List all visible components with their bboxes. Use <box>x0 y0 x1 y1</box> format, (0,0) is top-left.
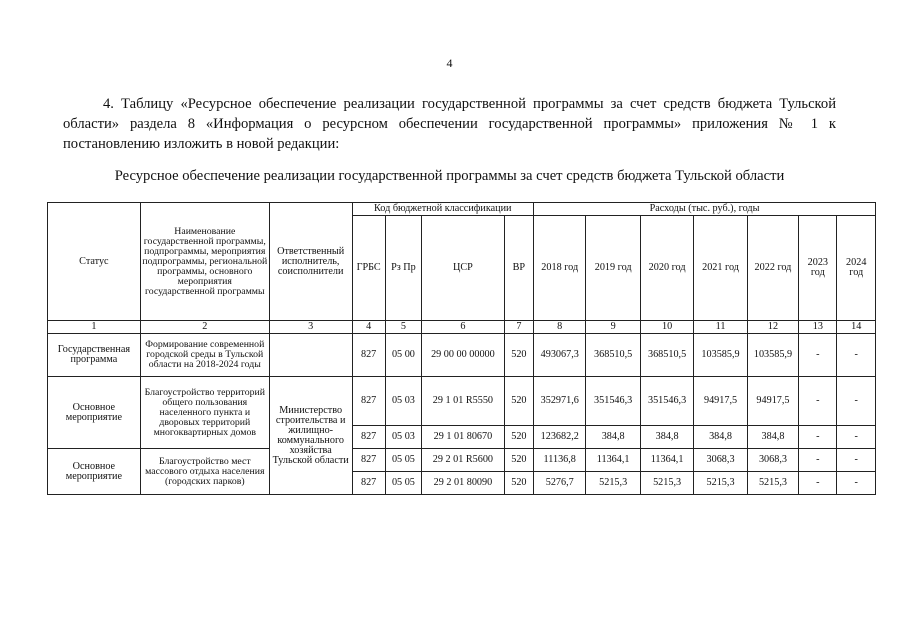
value-cell: 368510,5 <box>586 334 640 377</box>
status-cell: Основное мероприятие <box>48 377 141 449</box>
value-cell: 493067,3 <box>534 334 586 377</box>
column-number: 13 <box>799 321 837 334</box>
value-cell: 351546,3 <box>586 377 640 426</box>
column-number: 3 <box>269 321 352 334</box>
rzpr-cell: 05 00 <box>385 334 421 377</box>
header-vr: ВР <box>504 216 533 321</box>
vr-cell: 520 <box>504 377 533 426</box>
value-cell: 5215,3 <box>640 472 693 495</box>
rzpr-cell: 05 05 <box>385 449 421 472</box>
value-cell: 384,8 <box>586 426 640 449</box>
csr-cell: 29 2 01 80090 <box>422 472 505 495</box>
vr-cell: 520 <box>504 334 533 377</box>
header-year: 2021 год <box>694 216 747 321</box>
value-cell: - <box>799 426 837 449</box>
name-cell: Формирование современной городской среды в Тульской области на 2018-2024 годы <box>140 334 269 377</box>
value-cell: 94917,5 <box>747 377 798 426</box>
value-cell: 94917,5 <box>694 377 747 426</box>
csr-cell: 29 00 00 00000 <box>422 334 505 377</box>
column-number: 6 <box>422 321 505 334</box>
column-number: 12 <box>747 321 798 334</box>
column-number: 5 <box>385 321 421 334</box>
value-cell: - <box>837 377 876 426</box>
value-cell: 11364,1 <box>640 449 693 472</box>
header-grbs: ГРБС <box>352 216 385 321</box>
column-number: 2 <box>140 321 269 334</box>
grbs-cell: 827 <box>352 377 385 426</box>
vr-cell: 520 <box>504 449 533 472</box>
rzpr-cell: 05 03 <box>385 377 421 426</box>
status-cell: Государственная программа <box>48 334 141 377</box>
header-name: Наименование государственной программы, подпрограммы, мероприятия подпрограммы, региональной программы, основного мероприятия государственной программы <box>140 203 269 321</box>
executor-cell: Министерство строительства и жилищно-коммунального хозяйства Тульской области <box>269 377 352 495</box>
name-cell: Благоустройство территорий общего пользования населенного пункта и дворовых территорий многоквартирных домов <box>140 377 269 449</box>
table-row <box>48 449 876 472</box>
status-cell: Основное мероприятие <box>48 449 141 495</box>
value-cell: 5215,3 <box>586 472 640 495</box>
header-executor: Ответственный исполнитель, соисполнители <box>269 203 352 321</box>
csr-cell: 29 2 01 R5600 <box>422 449 505 472</box>
column-number: 9 <box>586 321 640 334</box>
csr-cell: 29 1 01 80670 <box>422 426 505 449</box>
rzpr-cell: 05 03 <box>385 426 421 449</box>
value-cell: 3068,3 <box>747 449 798 472</box>
grbs-cell: 827 <box>352 426 385 449</box>
instruction-paragraph <box>63 94 836 154</box>
value-cell: - <box>837 334 876 377</box>
column-number: 11 <box>694 321 747 334</box>
vr-cell: 520 <box>504 472 533 495</box>
value-cell: 384,8 <box>640 426 693 449</box>
csr-cell: 29 1 01 R5550 <box>422 377 505 426</box>
value-cell: - <box>799 377 837 426</box>
table-row <box>48 334 876 377</box>
header-year: 2022 год <box>747 216 798 321</box>
value-cell: 11364,1 <box>586 449 640 472</box>
column-number: 7 <box>504 321 533 334</box>
header-budget-code: Код бюджетной классификации <box>352 203 534 216</box>
value-cell: 384,8 <box>747 426 798 449</box>
header-rzpr: Рз Пр <box>385 216 421 321</box>
header-year: 2019 год <box>586 216 640 321</box>
column-number: 8 <box>534 321 586 334</box>
value-cell: - <box>837 449 876 472</box>
column-number: 1 <box>48 321 141 334</box>
value-cell: - <box>837 472 876 495</box>
header-csr: ЦСР <box>422 216 505 321</box>
name-cell: Благоустройство мест массового отдыха населения (городских парков) <box>140 449 269 495</box>
value-cell: 103585,9 <box>694 334 747 377</box>
table-row <box>48 377 876 426</box>
header-year: 2020 год <box>640 216 693 321</box>
value-cell: 3068,3 <box>694 449 747 472</box>
header-expenses: Расходы (тыс. руб.), годы <box>534 203 876 216</box>
value-cell: 103585,9 <box>747 334 798 377</box>
value-cell: 351546,3 <box>640 377 693 426</box>
header-year: 2018 год <box>534 216 586 321</box>
header-status: Статус <box>48 203 141 321</box>
value-cell: 123682,2 <box>534 426 586 449</box>
value-cell: 352971,6 <box>534 377 586 426</box>
vr-cell: 520 <box>504 426 533 449</box>
value-cell: 368510,5 <box>640 334 693 377</box>
value-cell: - <box>799 449 837 472</box>
grbs-cell: 827 <box>352 449 385 472</box>
grbs-cell: 827 <box>352 334 385 377</box>
value-cell: - <box>799 472 837 495</box>
value-cell: - <box>837 426 876 449</box>
executor-cell-empty <box>269 334 352 377</box>
instruction-text: 4. Таблицу «Ресурсное обеспечение реализации государственной программы за счет средств бюджета Тульской области» раздела 8 «Информация о ресурсном обеспечении государственной программы» приложения № 1 к постановлению изложить в новой редакции: <box>63 96 836 152</box>
table-title: Ресурсное обеспечение реализации государственной программы за счет средств бюджета Тульской области <box>114 168 785 184</box>
value-cell: 5215,3 <box>694 472 747 495</box>
header-year: 2024 год <box>837 216 876 321</box>
page-number: 4 <box>446 56 453 70</box>
header-year: 2023 год <box>799 216 837 321</box>
column-number: 10 <box>640 321 693 334</box>
grbs-cell: 827 <box>352 472 385 495</box>
value-cell: 384,8 <box>694 426 747 449</box>
column-number: 14 <box>837 321 876 334</box>
value-cell: 5215,3 <box>747 472 798 495</box>
value-cell: - <box>799 334 837 377</box>
resource-table <box>47 202 876 495</box>
column-number: 4 <box>352 321 385 334</box>
column-number-row <box>48 321 876 334</box>
value-cell: 5276,7 <box>534 472 586 495</box>
value-cell: 11136,8 <box>534 449 586 472</box>
rzpr-cell: 05 05 <box>385 472 421 495</box>
